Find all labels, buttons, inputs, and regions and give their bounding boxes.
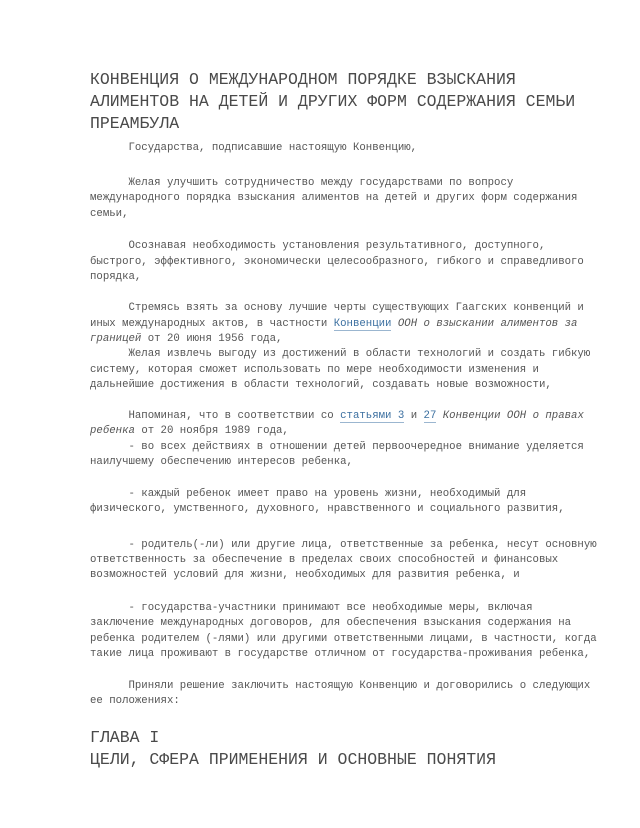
body-text-line bbox=[90, 632, 597, 646]
text-run: и bbox=[404, 410, 424, 422]
italic-text: границей bbox=[90, 333, 142, 345]
body-text-line bbox=[90, 502, 565, 516]
text-run: Государства, подписавшие настоящую Конвенцию, bbox=[90, 142, 418, 154]
body-text-line bbox=[90, 553, 558, 567]
body-text-line bbox=[90, 487, 526, 501]
text-run: дальнейшие достижения в области технологий, создавать новые возможности, bbox=[90, 379, 552, 391]
chapter-heading: ГЛАВА I bbox=[90, 728, 160, 747]
text-run: возможностей условий для жизни, необходимых для развития ребенка, и bbox=[90, 569, 520, 581]
body-text-line bbox=[90, 647, 590, 661]
text-run: физического, умственного, духовного, нравственного и социального развития, bbox=[90, 503, 565, 515]
body-text-line bbox=[90, 207, 128, 221]
text-run: от 20 ноября 1989 года, bbox=[134, 425, 289, 437]
document-link[interactable]: Конвенции bbox=[333, 318, 392, 330]
text-run: Приняли решение заключить настоящую Конвенцию и договорились о следующих bbox=[90, 680, 591, 692]
body-text-line bbox=[90, 141, 417, 155]
body-text-line bbox=[90, 301, 584, 315]
text-run: ответственность за обеспечение в пределах своих способностей и финансовых bbox=[90, 554, 559, 566]
text-run: международного порядка взыскания алиментов на детей и других форм содержания bbox=[90, 192, 578, 204]
body-text-line bbox=[90, 317, 577, 331]
preamble-heading: ПРЕАМБУЛА bbox=[90, 114, 180, 133]
text-run: ребенка родителем (-лями) или другими ответственными лицами, в частности, когда bbox=[90, 633, 597, 645]
text-run: порядка, bbox=[90, 271, 142, 283]
document-title-line: АЛИМЕНТОВ НА ДЕТЕЙ И ДРУГИХ ФОРМ СОДЕРЖАНИЯ СЕМЬИ bbox=[90, 92, 576, 111]
text-run: - государства-участники принимают все необходимые меры, включая bbox=[90, 602, 533, 614]
document-link[interactable]: 27 bbox=[423, 410, 437, 422]
text-run: быстрого, эффективного, экономически целесообразного, гибкого и справедливого bbox=[90, 256, 584, 268]
body-text-line bbox=[90, 255, 584, 269]
italic-text: ребенка bbox=[90, 425, 135, 437]
body-text-line bbox=[90, 694, 180, 708]
body-text-line bbox=[90, 538, 597, 552]
body-text-line bbox=[90, 378, 552, 392]
text-run: Желая улучшить сотрудничество между государствами по вопросу bbox=[90, 177, 514, 189]
text-run: систему, которая сможет использовать по мере необходимости изменения и bbox=[90, 364, 539, 376]
italic-text: ООН о взыскании алиментов за bbox=[391, 318, 578, 330]
document-title-line: КОНВЕНЦИЯ О МЕЖДУНАРОДНОМ ПОРЯДКЕ ВЗЫСКАНИЯ bbox=[90, 70, 516, 89]
body-text-line bbox=[90, 455, 353, 469]
text-run: Стремясь взять за основу лучшие черты существующих Гаагских конвенций и bbox=[90, 302, 584, 314]
text-run: такие лица проживают в государстве отличном от государства-проживания ребенка, bbox=[90, 648, 591, 660]
chapter-title: ЦЕЛИ, СФЕРА ПРИМЕНЕНИЯ И ОСНОВНЫЕ ПОНЯТИЯ bbox=[90, 750, 496, 769]
italic-text: Конвенции ООН о правах bbox=[436, 410, 584, 422]
text-run: Осознавая необходимость установления результативного, доступного, bbox=[90, 240, 546, 252]
text-run: иных международных актов, в частности bbox=[90, 318, 334, 330]
body-text-line bbox=[90, 409, 584, 423]
body-text-line bbox=[90, 679, 590, 693]
text-run: - родитель(-ли) или другие лица, ответственные за ребенка, несут основную bbox=[90, 539, 597, 551]
text-run: от 20 июня 1956 года, bbox=[141, 333, 283, 345]
body-text-line bbox=[90, 332, 282, 346]
text-run: Напоминая, что в соответствии со bbox=[90, 410, 341, 422]
text-run: наилучшему обеспечению интересов ребенка, bbox=[90, 456, 353, 468]
body-text-line bbox=[90, 424, 289, 438]
body-text-line bbox=[90, 347, 590, 361]
text-run: семьи, bbox=[90, 208, 129, 220]
body-text-line bbox=[90, 568, 520, 582]
text-run: Желая извлечь выгоду из достижений в области технологий и создать гибкую bbox=[90, 348, 591, 360]
text-run: ее положениях: bbox=[90, 695, 180, 707]
body-text-line bbox=[90, 440, 584, 454]
body-text-line bbox=[90, 616, 571, 630]
body-text-line bbox=[90, 239, 545, 253]
body-text-line bbox=[90, 601, 533, 615]
text-run: - во всех действиях в отношении детей первоочередное внимание уделяется bbox=[90, 441, 584, 453]
body-text-line bbox=[90, 191, 577, 205]
text-run: - каждый ребенок имеет право на уровень жизни, необходимый для bbox=[90, 488, 527, 500]
body-text-line bbox=[90, 176, 513, 190]
body-text-line bbox=[90, 270, 141, 284]
text-run: заключение международных договоров, для обеспечения взыскания содержания на bbox=[90, 617, 572, 629]
body-text-line bbox=[90, 363, 539, 377]
document-link[interactable]: статьями 3 bbox=[340, 410, 405, 422]
